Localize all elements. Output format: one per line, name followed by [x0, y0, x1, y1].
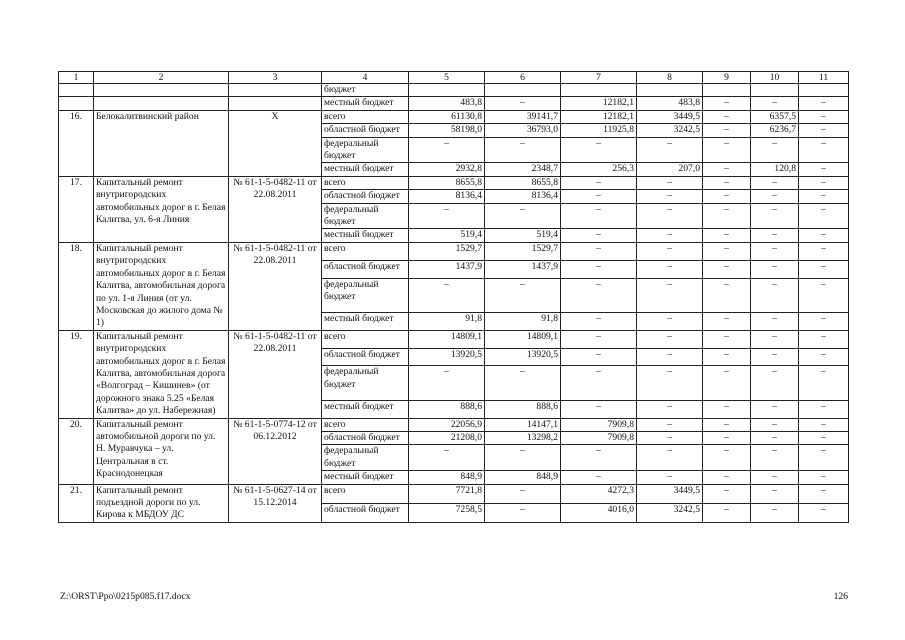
value-cell: –: [799, 312, 849, 330]
row-number: 20.: [59, 418, 94, 484]
value-cell: –: [799, 190, 849, 203]
value-cell: –: [561, 400, 637, 418]
row-number: 16.: [59, 110, 94, 176]
object-name: Капитальный ремонт подъездной дороги по ул. Кирова к МБДОУ ДС: [94, 484, 229, 522]
funding-source-cell: областной бюджет: [322, 348, 409, 366]
value-cell: –: [751, 503, 799, 522]
value-cell: –: [637, 229, 703, 242]
value-cell: –: [703, 400, 751, 418]
value-cell: –: [799, 110, 849, 123]
column-number: 11: [799, 72, 849, 84]
value-cell: –: [751, 400, 799, 418]
funding-source-cell: областной бюджет: [322, 260, 409, 278]
value-cell: –: [799, 163, 849, 176]
funding-source-cell: местный бюджет: [322, 312, 409, 330]
value-cell: –: [703, 312, 751, 330]
value-cell: –: [485, 278, 561, 312]
column-number: 1: [59, 72, 94, 84]
value-cell: –: [799, 137, 849, 163]
value-cell: 3449,5: [637, 110, 703, 123]
value-cell: 13920,5: [409, 348, 485, 366]
value-cell: –: [561, 330, 637, 348]
object-name: Капитальный ремонт внутригородских автомобильных дорог в г. Белая Калитва, ул. 6-я Линия: [94, 176, 229, 242]
value-cell: 519,4: [409, 229, 485, 242]
funding-source-cell: федеральный бюджет: [322, 137, 409, 163]
value-cell: 2348,7: [485, 163, 561, 176]
funding-source-cell: федеральный бюджет: [322, 445, 409, 471]
column-number: 2: [94, 72, 229, 84]
funding-source-cell: всего: [322, 330, 409, 348]
value-cell: –: [799, 242, 849, 260]
value-cell: –: [409, 445, 485, 471]
value-cell: –: [751, 242, 799, 260]
value-cell: –: [751, 471, 799, 484]
funding-source-cell: местный бюджет: [322, 229, 409, 242]
value-cell: –: [637, 203, 703, 229]
row-number: 18.: [59, 242, 94, 330]
value-cell: –: [703, 190, 751, 203]
table-row: [59, 176, 849, 189]
value-cell: –: [637, 431, 703, 444]
value-cell: –: [561, 471, 637, 484]
value-cell: –: [799, 400, 849, 418]
value-cell: –: [703, 431, 751, 444]
value-cell: –: [703, 163, 751, 176]
value-cell: 6357,5: [751, 110, 799, 123]
value-cell: –: [799, 97, 849, 110]
value-cell: –: [703, 124, 751, 137]
value-cell: 1529,7: [409, 242, 485, 260]
value-cell: –: [409, 278, 485, 312]
value-cell: –: [561, 366, 637, 400]
value-cell: 12182,1: [561, 110, 637, 123]
value-cell: 7909,8: [561, 431, 637, 444]
row-number: 19.: [59, 330, 94, 418]
value-cell: –: [703, 203, 751, 229]
value-cell: –: [799, 124, 849, 137]
value-cell: 61130,8: [409, 110, 485, 123]
value-cell: –: [751, 97, 799, 110]
value-cell: –: [637, 445, 703, 471]
column-number: 9: [703, 72, 751, 84]
value-cell: –: [799, 330, 849, 348]
value-cell: –: [637, 190, 703, 203]
value-cell: –: [561, 229, 637, 242]
value-cell: –: [637, 400, 703, 418]
value-cell: 8655,8: [485, 176, 561, 189]
value-cell: 7721,8: [409, 484, 485, 503]
value-cell: –: [703, 229, 751, 242]
value-cell: –: [703, 484, 751, 503]
funding-source-cell: всего: [322, 176, 409, 189]
expertise-number: № 61-1-5-0482-11 от 22.08.2011: [229, 242, 322, 330]
value-cell: –: [751, 445, 799, 471]
funding-source-cell: всего: [322, 418, 409, 431]
value-cell: –: [799, 431, 849, 444]
row-number: 17.: [59, 176, 94, 242]
value-cell: –: [637, 312, 703, 330]
value-cell: 848,9: [485, 471, 561, 484]
value-cell: 207,0: [637, 163, 703, 176]
value-cell: 36793,0: [485, 124, 561, 137]
funding-source-cell: федеральный бюджет: [322, 366, 409, 400]
funding-source-cell: федеральный бюджет: [322, 278, 409, 312]
value-cell: –: [751, 190, 799, 203]
value-cell: –: [703, 330, 751, 348]
value-cell: 4272,3: [561, 484, 637, 503]
value-cell: 4016,0: [561, 503, 637, 522]
value-cell: –: [703, 278, 751, 312]
expertise-number: № 61-1-5-0774-12 от 06.12.2012: [229, 418, 322, 484]
value-cell: 14809,1: [485, 330, 561, 348]
value-cell: 91,8: [485, 312, 561, 330]
value-cell: –: [703, 503, 751, 522]
funding-source-cell: областной бюджет: [322, 124, 409, 137]
value-cell: 3449,5: [637, 484, 703, 503]
value-cell: 483,8: [409, 97, 485, 110]
value-cell: 1437,9: [485, 260, 561, 278]
table-row: [59, 330, 849, 348]
value-cell: 888,6: [409, 400, 485, 418]
value-cell: –: [637, 260, 703, 278]
value-cell: –: [703, 242, 751, 260]
object-name: Капитальный ремонт автомобильной дороги по ул. Н. Муравчука – ул. Центральная в ст. Краснодонецкая: [94, 418, 229, 484]
value-cell: –: [799, 176, 849, 189]
value-cell: –: [751, 366, 799, 400]
value-cell: 7909,8: [561, 418, 637, 431]
value-cell: 848,9: [409, 471, 485, 484]
value-cell: –: [703, 366, 751, 400]
value-cell: –: [409, 203, 485, 229]
funding-source-cell: бюджет: [322, 84, 409, 97]
funding-source-cell: местный бюджет: [322, 400, 409, 418]
funding-source-cell: местный бюджет: [322, 97, 409, 110]
object-name: Белокалитвинский район: [94, 110, 229, 176]
value-cell: –: [561, 242, 637, 260]
value-cell: 22056,9: [409, 418, 485, 431]
value-cell: –: [637, 242, 703, 260]
value-cell: –: [703, 137, 751, 163]
value-cell: –: [637, 137, 703, 163]
value-cell: –: [485, 137, 561, 163]
value-cell: 13920,5: [485, 348, 561, 366]
value-cell: –: [799, 471, 849, 484]
column-number-row: [59, 72, 849, 84]
value-cell: –: [799, 366, 849, 400]
value-cell: 483,8: [637, 97, 703, 110]
value-cell: 3242,5: [637, 124, 703, 137]
value-cell: –: [637, 330, 703, 348]
value-cell: –: [703, 418, 751, 431]
value-cell: –: [703, 471, 751, 484]
value-cell: –: [485, 97, 561, 110]
value-cell: –: [485, 484, 561, 503]
value-cell: –: [637, 176, 703, 189]
value-cell: –: [751, 203, 799, 229]
column-number: 10: [751, 72, 799, 84]
value-cell: 256,3: [561, 163, 637, 176]
value-cell: 58198,0: [409, 124, 485, 137]
value-cell: –: [703, 445, 751, 471]
value-cell: 888,6: [485, 400, 561, 418]
value-cell: 7258,5: [409, 503, 485, 522]
value-cell: –: [637, 348, 703, 366]
value-cell: –: [799, 445, 849, 471]
funding-source-cell: всего: [322, 110, 409, 123]
value-cell: –: [561, 348, 637, 366]
value-cell: –: [485, 203, 561, 229]
file-path: Z:\ORST\Ppo\0215p085.f17.docx: [60, 591, 191, 602]
column-number: 7: [561, 72, 637, 84]
budget-table: [58, 71, 849, 523]
expertise-number: № 61-1-5-0482-11 от 22.08.2011: [229, 176, 322, 242]
value-cell: –: [485, 366, 561, 400]
value-cell: 8136,4: [485, 190, 561, 203]
value-cell: –: [751, 484, 799, 503]
expertise-number: № 61-1-5-0482-11 от 22.08.2011: [229, 330, 322, 418]
value-cell: –: [703, 97, 751, 110]
value-cell: –: [799, 278, 849, 312]
funding-source-cell: областной бюджет: [322, 431, 409, 444]
continued-row: [59, 97, 849, 110]
value-cell: –: [637, 366, 703, 400]
object-name: Капитальный ремонт внутригородских автомобильных дорог в г. Белая Калитва, автомобильная дорога «Волгоград – Кишинев» (от дорожного знака 5.25 «Белая Калитва» до ул. Набережная): [94, 330, 229, 418]
expertise-number: № 61-1-5-0627-14 от 15.12.2014: [229, 484, 322, 522]
value-cell: –: [485, 445, 561, 471]
table-row: [59, 110, 849, 123]
value-cell: –: [799, 203, 849, 229]
value-cell: –: [637, 278, 703, 312]
column-number: 8: [637, 72, 703, 84]
value-cell: –: [409, 366, 485, 400]
value-cell: 8136,4: [409, 190, 485, 203]
value-cell: –: [561, 445, 637, 471]
value-cell: –: [799, 348, 849, 366]
value-cell: 1437,9: [409, 260, 485, 278]
page-number: 126: [833, 591, 848, 602]
value-cell: –: [703, 348, 751, 366]
value-cell: 14809,1: [409, 330, 485, 348]
row-number: 21.: [59, 484, 94, 522]
value-cell: 12182,1: [561, 97, 637, 110]
value-cell: –: [751, 260, 799, 278]
value-cell: 120,8: [751, 163, 799, 176]
value-cell: 13298,2: [485, 431, 561, 444]
value-cell: 8655,8: [409, 176, 485, 189]
value-cell: –: [561, 312, 637, 330]
value-cell: –: [751, 278, 799, 312]
value-cell: 6236,7: [751, 124, 799, 137]
value-cell: –: [751, 312, 799, 330]
value-cell: –: [751, 418, 799, 431]
value-cell: 519,4: [485, 229, 561, 242]
value-cell: –: [409, 137, 485, 163]
value-cell: –: [751, 431, 799, 444]
expertise-number: Х: [229, 110, 322, 176]
value-cell: –: [799, 503, 849, 522]
value-cell: –: [799, 229, 849, 242]
value-cell: –: [751, 229, 799, 242]
value-cell: –: [561, 137, 637, 163]
funding-source-cell: местный бюджет: [322, 471, 409, 484]
table-row: [59, 418, 849, 431]
value-cell: –: [485, 503, 561, 522]
column-number: 5: [409, 72, 485, 84]
value-cell: 1529,7: [485, 242, 561, 260]
funding-source-cell: областной бюджет: [322, 503, 409, 522]
funding-source-cell: местный бюджет: [322, 163, 409, 176]
table-row: [59, 484, 849, 503]
value-cell: –: [751, 137, 799, 163]
value-cell: –: [703, 110, 751, 123]
table-row: [59, 242, 849, 260]
value-cell: –: [751, 176, 799, 189]
value-cell: –: [561, 260, 637, 278]
value-cell: 2932,8: [409, 163, 485, 176]
value-cell: 39141,7: [485, 110, 561, 123]
value-cell: –: [799, 418, 849, 431]
value-cell: 91,8: [409, 312, 485, 330]
value-cell: 3242,5: [637, 503, 703, 522]
value-cell: –: [703, 260, 751, 278]
value-cell: –: [561, 203, 637, 229]
funding-source-cell: федеральный бюджет: [322, 203, 409, 229]
value-cell: –: [561, 190, 637, 203]
value-cell: –: [561, 176, 637, 189]
value-cell: –: [703, 176, 751, 189]
value-cell: 11925,8: [561, 124, 637, 137]
funding-source-cell: областной бюджет: [322, 190, 409, 203]
funding-source-cell: всего: [322, 242, 409, 260]
column-number: 3: [229, 72, 322, 84]
funding-source-cell: всего: [322, 484, 409, 503]
continued-row: [59, 84, 849, 97]
column-number: 6: [485, 72, 561, 84]
value-cell: –: [751, 330, 799, 348]
value-cell: –: [561, 278, 637, 312]
value-cell: 14147,1: [485, 418, 561, 431]
value-cell: 21208,0: [409, 431, 485, 444]
value-cell: –: [637, 418, 703, 431]
object-name: Капитальный ремонт внутригородских автомобильных дорог в г. Белая Калитва, автомобильная дорога по ул. 1-я Линия (от ул. Московская до жилого дома № 1): [94, 242, 229, 330]
value-cell: –: [799, 260, 849, 278]
value-cell: –: [751, 348, 799, 366]
value-cell: –: [637, 471, 703, 484]
column-number: 4: [322, 72, 409, 84]
value-cell: –: [799, 484, 849, 503]
